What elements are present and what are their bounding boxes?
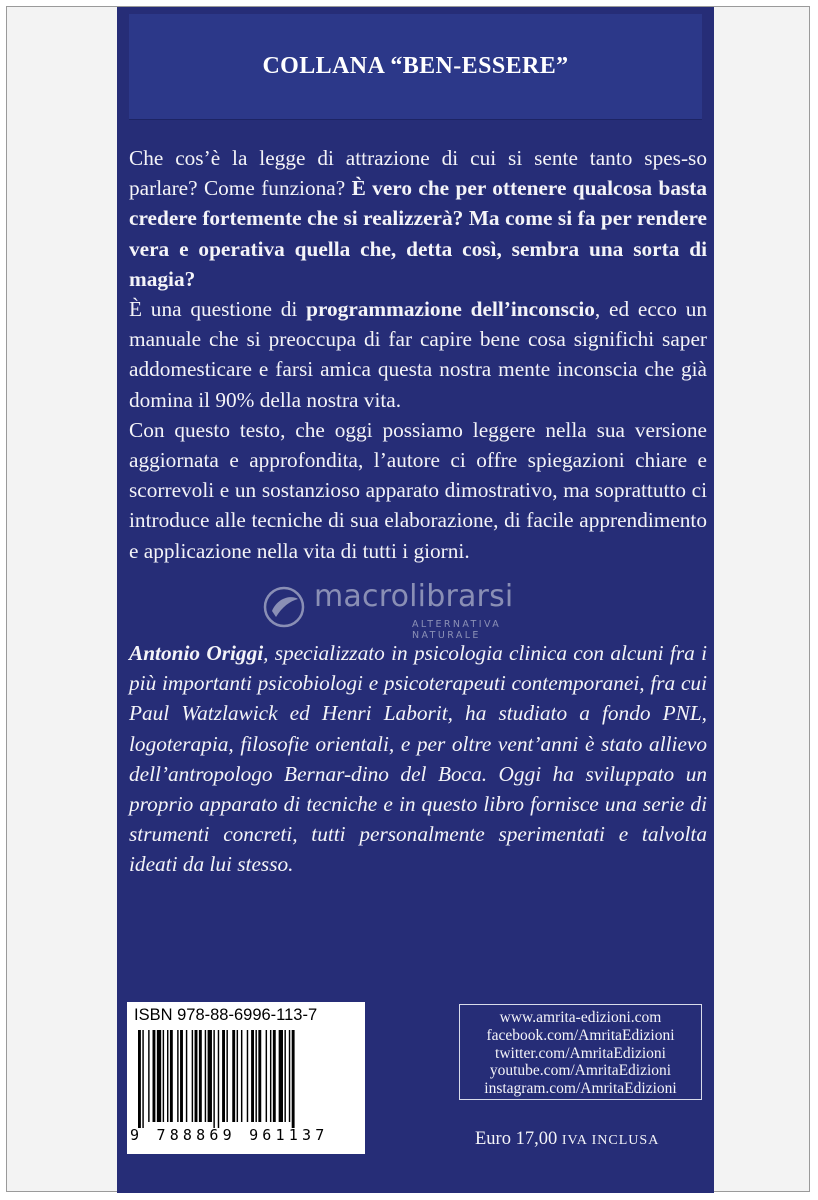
barcode-bar [180, 1030, 183, 1122]
description-paragraph-3: Con questo testo, che oggi possiamo leggere nella sua versione aggiornata e approfondita, l’autore ci offre spiegazioni chiare e scorrevoli e un sostanzioso apparato dimostrativo, ma soprattutto ci introduce alle tecniche di sua elaborazione, di facile apprendimento e applicazione nella vita di tutti i giorni. [129, 417, 707, 563]
barcode-bar [222, 1030, 225, 1122]
barcode-bar [157, 1030, 161, 1122]
book-description [129, 143, 707, 566]
barcode-bar [163, 1030, 164, 1122]
barcode-bar [292, 1030, 295, 1128]
price-tax-note: IVA INCLUSA [561, 1133, 660, 1148]
publisher-links [459, 1004, 702, 1100]
description-highlight: È vero che per ottenere qualcosa basta credere fortemente che si realizzerà? Ma come si fa per rendere vera e operativa quella che, detta così, sembra una sorta di magia? [129, 176, 707, 291]
barcode-bar [218, 1030, 219, 1128]
author-name: Antonio Origgi [129, 641, 264, 665]
book-cover-frame [6, 6, 810, 1192]
leaf-circle-icon [262, 585, 306, 629]
link-youtube[interactable]: youtube.com/AmritaEdizioni [489, 1062, 672, 1080]
series-header [129, 14, 702, 120]
link-facebook[interactable]: facebook.com/AmritaEdizioni [486, 1026, 675, 1044]
barcode-bar [205, 1030, 206, 1122]
barcode-bar [186, 1030, 187, 1122]
barcode-bar [241, 1030, 242, 1122]
barcode-bar [142, 1030, 143, 1128]
barcode-bar [138, 1030, 141, 1128]
isbn-label: ISBN 978-88-6996-113-7 [134, 1006, 318, 1024]
description-paragraph-1 [129, 143, 707, 294]
author-bio-text: , specializzato in psicologia clinica con alcuni fra i più importanti psicobiologi e psicoterapeuti contemporanei, fra cui Paul Watzlawick ed Henri Laborit, ha studiato a fondo PNL, logoterapia, filosofie orientali, e per oltre vent’anni è stato allievo dell’antropologo Bernar-dino del Boca. Oggi ha sviluppato un proprio apparato di tecniche e in questo libro fornisce una serie di strumenti concreti, tutti personalmente sperimentati e talvolta ideati da lui stesso. [129, 641, 707, 877]
author-bio [129, 638, 707, 880]
description-text: È una questione di [129, 297, 307, 322]
barcode-bar [258, 1030, 261, 1122]
barcode-bar [251, 1030, 254, 1122]
barcode-bar [226, 1030, 227, 1122]
barcode-bar [177, 1030, 178, 1122]
barcode-bar [279, 1030, 283, 1122]
barcode-bar [153, 1030, 156, 1122]
barcode-digits: 9 788869 961137 [130, 1126, 329, 1144]
barcode-bar [213, 1030, 214, 1128]
macrolibrarsi-watermark [262, 579, 562, 639]
price-amount: Euro 17,00 [475, 1129, 558, 1149]
barcode-bar [247, 1030, 248, 1122]
barcode-bar [192, 1030, 193, 1122]
isbn-barcode [127, 1002, 365, 1154]
barcode-bar [232, 1030, 235, 1122]
barcode-bar [255, 1030, 256, 1122]
barcode-bar [195, 1030, 198, 1122]
barcode-bar [284, 1030, 285, 1122]
description-text: , ed ecco un manuale che si preoccupa di far capire bene cosa significhi saper addomesticare e farsi amica questa nostra mente inconscia che già domina il 90% della nostra vita. [129, 297, 707, 412]
barcode-bar [289, 1030, 290, 1122]
barcode-bar [208, 1030, 212, 1122]
description-paragraph-2 [129, 294, 707, 415]
barcode-bar [199, 1030, 202, 1122]
series-title: COLLANA “BEN-ESSERE” [262, 53, 569, 79]
barcode-bar [148, 1030, 149, 1122]
barcode-bar [170, 1030, 173, 1122]
barcode-bars [134, 1030, 358, 1128]
barcode-bar [167, 1030, 168, 1122]
link-twitter[interactable]: twitter.com/AmritaEdizioni [495, 1044, 666, 1062]
barcode-bar [270, 1030, 271, 1122]
barcode-bar [273, 1030, 276, 1122]
description-intro: Che cos’è la legge di attrazione di cui si sente tanto spes-so parlare? Come funziona? [129, 146, 707, 201]
price [475, 1129, 705, 1150]
link-website[interactable]: www.amrita-edizioni.com [499, 1009, 662, 1026]
link-instagram[interactable]: instagram.com/AmritaEdizioni [484, 1080, 677, 1098]
barcode-bar [237, 1030, 238, 1122]
back-cover [117, 7, 714, 1193]
description-keyword: programmazione dell’inconscio [306, 297, 595, 322]
watermark-name: macrolibrarsi [314, 579, 514, 614]
barcode-bar [266, 1030, 267, 1122]
watermark-tagline: ALTERNATIVA NATURALE [412, 619, 502, 641]
